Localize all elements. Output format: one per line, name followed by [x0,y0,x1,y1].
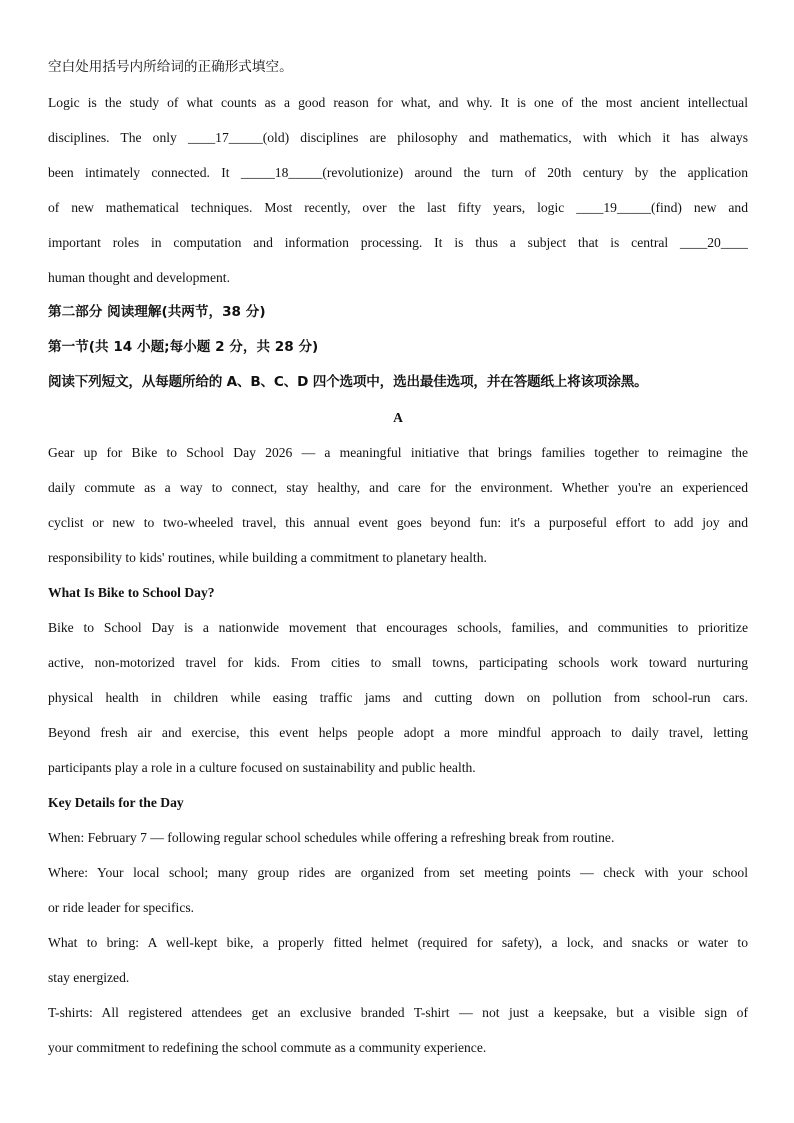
article-line: daily commute as a way to connect, stay healthy, and care for the environment. Whether you're an experienced [48,480,748,495]
article-line: responsibility to kids' routines, while building a commitment to planetary health. [48,550,487,565]
passage-text: (revolutionize) around the turn of 20th century by the application [322,165,748,180]
blank-18[interactable]: _____18_____ [240,165,323,180]
passage-text: important roles in computation and information processing. It is thus a subject that is central [48,235,669,250]
key-details [48,820,748,1065]
cloze-passage [48,85,748,295]
article-line: Gear up for Bike to School Day 2026 — a meaningful initiative that brings families together to reimagine the [48,445,748,460]
detail-line: your commitment to redefining the school commute as a community experience. [48,1040,487,1055]
detail-line: T-shirts: All registered attendees get an exclusive branded T-shirt — not just a keepsake, but a visible sign of [48,1005,748,1020]
detail-line: Where: Your local school; many group rides are organized from set meeting points — check with your school [48,865,748,880]
article-line: cyclist or new to two-wheeled travel, this annual event goes beyond fun: it's a purposeful effort to add joy and [48,515,748,530]
article-line: Beyond fresh air and exercise, this event helps people adopt a more mindful approach to daily travel, letting [48,725,748,740]
passage-line: human thought and development. [48,270,230,285]
detail-line: What to bring: A well-kept bike, a properly fitted helmet (required for safety), a lock, and snacks or water to [48,935,748,950]
passage-line [48,120,748,155]
blank-19[interactable]: ____19_____ [576,200,651,215]
passage-line: Logic is the study of what counts as a good reason for what, and why. It is one of the most ancient intellectual [48,95,748,110]
reading-directions: 阅读下列短文，从每题所给的 A、B、C、D 四个选项中，选出最佳选项，并在答题纸上将该项涂黑。 [48,374,648,390]
fill-in-instruction: 空白处用括号内所给词的正确形式填空。 [48,59,293,75]
passage-text: been intimately connected. It [48,165,230,180]
passage-text: (find) new and [650,200,748,215]
passage-line [48,225,748,260]
article-line: physical health in children while easing traffic jams and cutting down on pollution from school-run cars. [48,690,748,705]
article-line: Bike to School Day is a nationwide movement that encourages schools, families, and communities to prioritize [48,620,748,635]
article-intro [48,435,748,575]
article-label: A [393,410,403,425]
article-paragraph [48,610,748,785]
blank-17[interactable]: ____17_____ [187,130,263,145]
article-line: participants play a role in a culture focused on sustainability and public health. [48,760,476,775]
passage-text: disciplines. The only [48,130,177,145]
detail-line: stay energized. [48,970,130,985]
section-heading: Key Details for the Day [48,795,184,810]
section-heading: What Is Bike to School Day? [48,585,215,600]
part-title: 第二部分 阅读理解(共两节，38 分) [48,304,266,320]
document-page [48,50,748,1065]
passage-line [48,190,748,225]
article-line: active, non-motorized travel for kids. From cities to small towns, participating schools work toward nurturing [48,655,748,670]
blank-20[interactable]: ____20____ [680,235,748,250]
detail-line: or ride leader for specifics. [48,900,195,915]
passage-text: of new mathematical techniques. Most recently, over the last fifty years, logic [48,200,565,215]
detail-line: When: February 7 — following regular school schedules while offering a refreshing break from routine. [48,830,615,845]
passage-text: (old) disciplines are philosophy and mathematics, with which it has always [262,130,748,145]
section-title: 第一节(共 14 小题;每小题 2 分，共 28 分) [48,339,319,355]
passage-line [48,155,748,190]
